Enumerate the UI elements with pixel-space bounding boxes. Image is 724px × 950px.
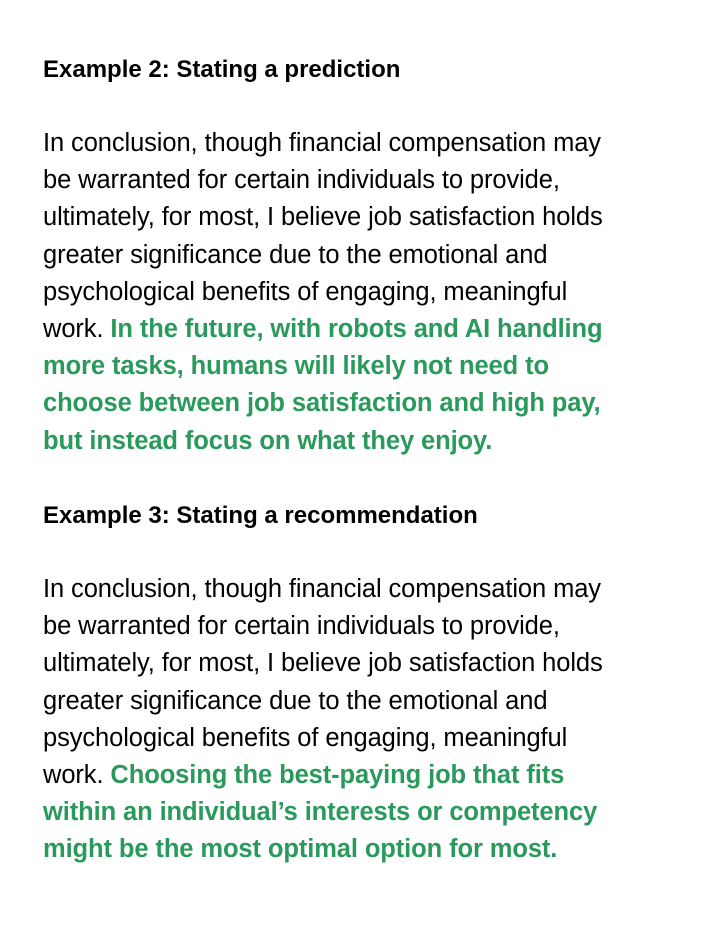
example-3-plain-lead: work.	[43, 761, 111, 790]
example-2-highlight-1: In the future, with robots and AI handling	[110, 315, 603, 344]
example-2-line-4: greater significance due to the emotional and	[43, 240, 548, 269]
example-2-line-3: ultimately, for most, I believe job satisfaction holds	[43, 203, 603, 232]
example-3-section-heading	[43, 501, 683, 531]
example-3-paragraph	[43, 571, 683, 869]
example-3-line-3: ultimately, for most, I believe job satisfaction holds	[43, 649, 603, 678]
example-3-line-5: psychological benefits of engaging, meaningful	[43, 723, 568, 752]
example-2-body	[43, 125, 683, 460]
example-3-line-1: In conclusion, though financial compensation may	[43, 575, 601, 603]
example-2-line-1: In conclusion, though financial compensation may	[43, 129, 601, 157]
example-2-heading: Example 2: Stating a prediction	[43, 56, 401, 83]
example-2-section-heading	[43, 55, 683, 85]
example-3-heading: Example 3: Stating a recommendation	[43, 502, 478, 529]
example-3-body	[43, 571, 683, 869]
example-2-line-6	[43, 311, 683, 348]
example-2-line-5: psychological benefits of engaging, meaningful	[43, 277, 568, 306]
example-3-line-2: be warranted for certain individuals to provide,	[43, 612, 560, 641]
example-3-line-4: greater significance due to the emotional and	[43, 686, 548, 715]
example-3-line-6	[43, 757, 683, 794]
example-2-highlight-4: but instead focus on what they enjoy.	[43, 426, 493, 455]
example-3-highlight-2: within an individual’s interests or competency	[43, 798, 598, 827]
example-2-line-2: be warranted for certain individuals to provide,	[43, 166, 560, 195]
example-2-highlight-2: more tasks, humans will likely not need to	[43, 352, 549, 381]
example-2-plain-lead: work.	[43, 315, 111, 344]
example-2-paragraph	[43, 125, 683, 460]
example-3-highlight-3: might be the most optimal option for most.	[43, 835, 558, 864]
example-2-highlight-3: choose between job satisfaction and high pay,	[43, 389, 601, 418]
example-3-highlight-1: Choosing the best-paying job that fits	[110, 761, 565, 790]
